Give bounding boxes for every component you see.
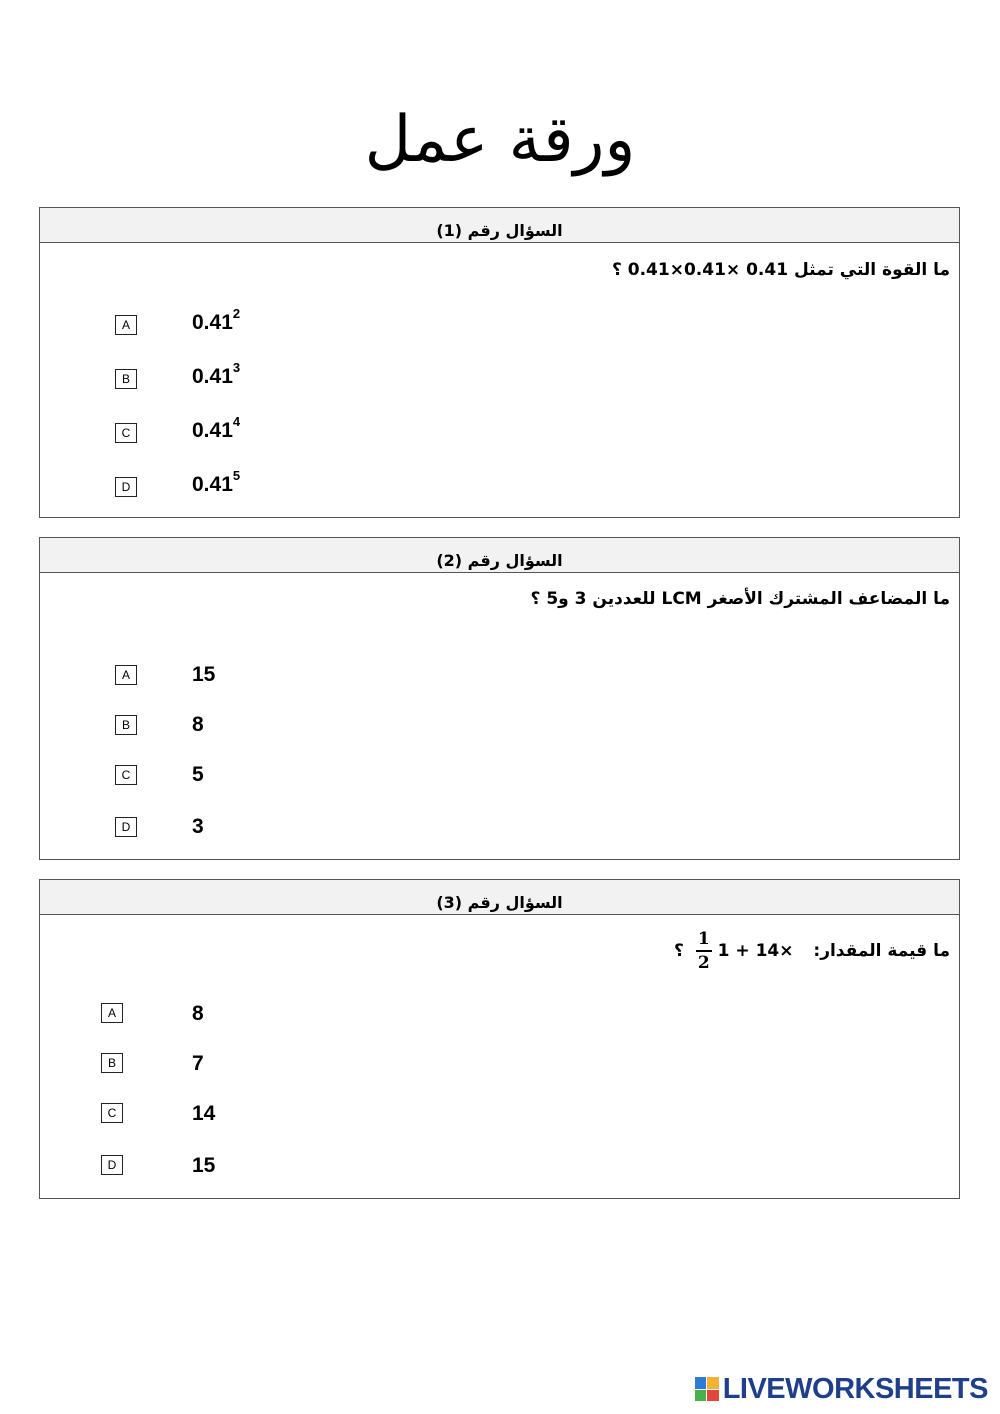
question-3-expression: $\frac{1}{2}$ 1 + 14× — [697, 929, 794, 973]
option-row[interactable] — [40, 1152, 440, 1182]
option-letter-box[interactable]: D — [115, 477, 137, 497]
option-value: 0.41$^5$ — [192, 468, 241, 496]
option-row[interactable] — [40, 360, 440, 395]
option-value: 14 — [192, 1102, 216, 1125]
liveworksheets-logo[interactable] — [695, 1372, 988, 1406]
worksheet-title: ورقة عمل — [364, 103, 636, 177]
fraction: $\frac{1}{2}$ — [697, 929, 710, 973]
question-1 — [39, 207, 960, 518]
option-value: 15 — [192, 663, 216, 686]
option-letter-box[interactable]: C — [115, 423, 137, 443]
logo-text: LIVEWORKSHEETS — [722, 1372, 988, 1405]
option-row[interactable] — [40, 1000, 440, 1030]
option-row[interactable] — [40, 712, 440, 742]
option-value: 0.41$^4$ — [192, 414, 241, 442]
logo-square — [695, 1377, 707, 1389]
question-1-header-label: السؤال رقم (1) — [436, 221, 563, 240]
option-row[interactable] — [40, 814, 440, 844]
question-3-prefix: ما قيمة المقدار: — [813, 941, 950, 961]
option-letter-box[interactable]: D — [115, 817, 137, 837]
option-value: 5 — [192, 763, 204, 786]
question-2-text: ما المضاعف المشترك الأصغر LCM للعددين 3 و5 ؟ — [530, 589, 950, 609]
logo-square — [695, 1390, 707, 1402]
option-value: 7 — [192, 1052, 204, 1075]
option-row[interactable] — [40, 306, 440, 341]
option-value: 0.41$^2$ — [192, 306, 241, 334]
option-value: 3 — [192, 815, 204, 838]
question-3-suffix: ؟ — [674, 941, 684, 961]
option-row[interactable] — [40, 468, 440, 503]
option-letter-box[interactable]: B — [115, 715, 137, 735]
option-row[interactable] — [40, 1050, 440, 1080]
question-2-header-label: السؤال رقم (2) — [436, 551, 563, 570]
option-letter-box[interactable]: B — [115, 369, 137, 389]
question-2-header — [40, 538, 959, 573]
option-value: 0.41$^3$ — [192, 360, 241, 388]
logo-square — [707, 1377, 719, 1389]
liveworksheets-logo-icon — [695, 1377, 719, 1401]
option-letter-box[interactable]: D — [101, 1155, 123, 1175]
option-row[interactable] — [40, 762, 440, 792]
option-letter-box[interactable]: A — [115, 665, 137, 685]
question-3-text — [674, 928, 950, 974]
option-letter-box[interactable]: B — [101, 1053, 123, 1073]
option-letter-box[interactable]: A — [101, 1003, 123, 1023]
option-value: 8 — [192, 713, 204, 736]
question-3-header-label: السؤال رقم (3) — [436, 893, 563, 912]
question-1-header — [40, 208, 959, 243]
question-3-header — [40, 880, 959, 915]
option-value: 8 — [192, 1002, 204, 1025]
option-letter-box[interactable]: C — [101, 1103, 123, 1123]
option-row[interactable] — [40, 662, 440, 692]
question-3 — [39, 879, 960, 1199]
option-letter-box[interactable]: C — [115, 765, 137, 785]
option-value: 15 — [192, 1154, 216, 1177]
question-2 — [39, 537, 960, 860]
option-row[interactable] — [40, 414, 440, 449]
question-1-text: ما القوة التي تمثل 0.41 ×0.41×0.41 ؟ — [611, 260, 950, 280]
option-letter-box[interactable]: A — [115, 315, 137, 335]
logo-square — [707, 1390, 719, 1402]
option-row[interactable] — [40, 1100, 440, 1130]
